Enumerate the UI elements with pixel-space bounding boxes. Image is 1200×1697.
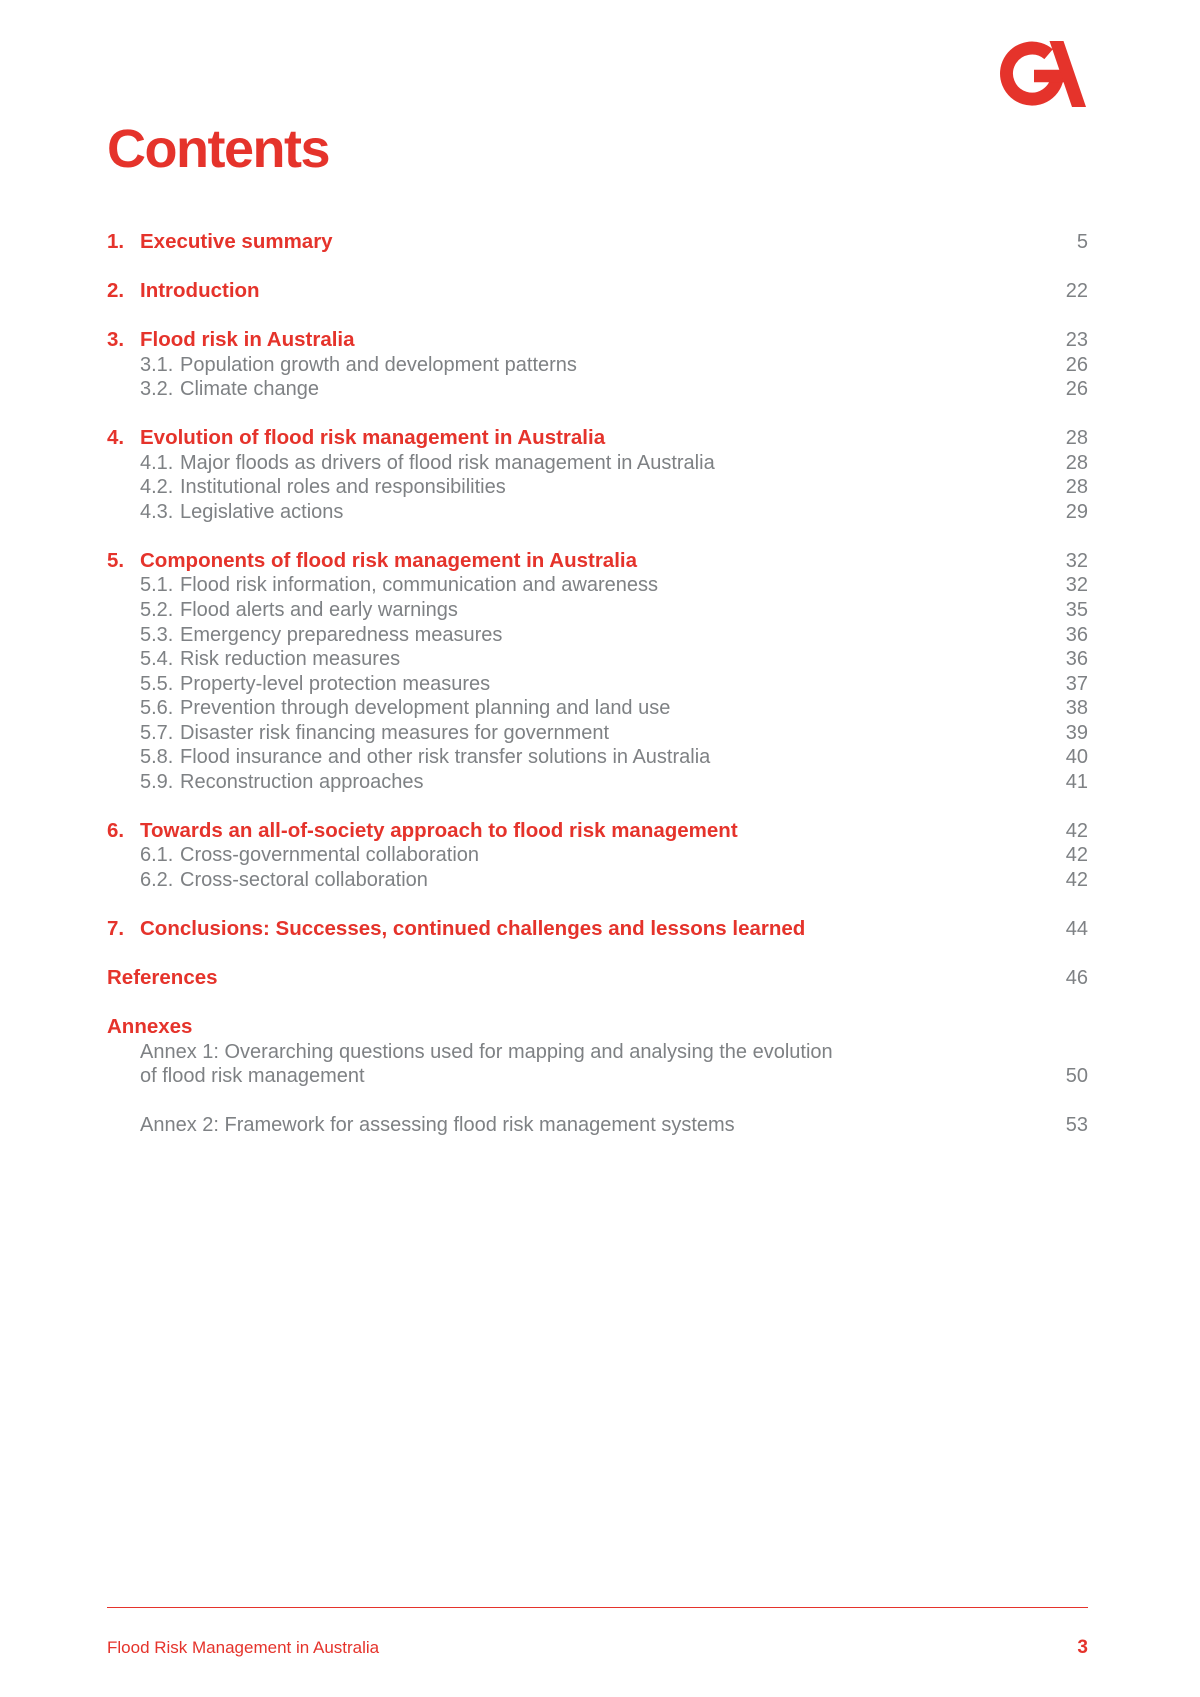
toc-subsection-row[interactable] xyxy=(107,573,1088,598)
toc-subsection-row[interactable] xyxy=(107,353,1088,378)
toc-section-row[interactable] xyxy=(107,328,1088,353)
toc-subsection-row[interactable] xyxy=(107,770,1088,795)
toc-entry-title: Executive summary xyxy=(140,230,333,253)
footer-page-number: 3 xyxy=(1077,1637,1088,1658)
toc-entry-page: 36 xyxy=(1065,623,1088,646)
toc-entry-page: 32 xyxy=(1065,574,1088,597)
toc-entry-page: 28 xyxy=(1065,476,1088,499)
toc-section-block xyxy=(107,328,1088,402)
toc-entry-title: Components of flood risk management in Australia xyxy=(140,548,637,572)
toc-section-row[interactable] xyxy=(107,426,1088,451)
toc-entry-title: Legislative actions xyxy=(180,500,344,523)
toc-entry-page: 28 xyxy=(1065,427,1088,450)
toc-subsection-row[interactable] xyxy=(107,475,1088,500)
company-monogram-logo-icon xyxy=(1000,41,1086,107)
toc-entry-title: Introduction xyxy=(140,279,260,303)
toc-entry-page: 37 xyxy=(1065,672,1088,695)
toc-entry-title: Population growth and development patterns xyxy=(180,353,577,376)
toc-entry-number: 6. xyxy=(107,818,125,842)
toc-entry-title: Conclusions: Successes, continued challenges and lessons learned xyxy=(140,917,806,941)
toc-entry-title: Reconstruction approaches xyxy=(180,770,424,793)
toc-entry-number: 3.1. xyxy=(140,353,174,376)
toc-annex-title xyxy=(140,1113,735,1138)
toc-annex-title-line: Annex 1: Overarching questions used for mapping and analysing the evolution xyxy=(140,1040,833,1063)
toc-entry-number: 5.4. xyxy=(140,648,174,671)
toc-entry-title: Cross-governmental collaboration xyxy=(180,844,480,867)
toc-subsection-row[interactable] xyxy=(107,598,1088,623)
toc-subsection-row[interactable] xyxy=(107,843,1088,868)
toc-entry-title: Risk reduction measures xyxy=(180,648,401,671)
toc-entry-page: 35 xyxy=(1065,599,1088,622)
toc-entry-page: 42 xyxy=(1065,844,1088,867)
toc-subsection-row[interactable] xyxy=(107,672,1088,697)
toc-entry-title: Major floods as drivers of flood risk management in Australia xyxy=(180,451,715,474)
toc-entry-page: 23 xyxy=(1065,329,1088,352)
toc-entry-title: Institutional roles and responsibilities xyxy=(180,476,506,499)
toc-entry-page: 38 xyxy=(1065,697,1088,720)
toc-subsection-row[interactable] xyxy=(107,377,1088,402)
toc-entry-number: 5.6. xyxy=(140,697,174,720)
toc-entry-page: 42 xyxy=(1065,819,1088,842)
toc-entry-number: 6.1. xyxy=(140,844,174,867)
toc-extra-block xyxy=(107,1015,1088,1138)
toc-entry-number: 5.2. xyxy=(140,599,174,622)
toc-entry-number: 5.7. xyxy=(140,721,174,744)
toc-section-block xyxy=(107,426,1088,524)
toc-entry-number: 4.1. xyxy=(140,451,174,474)
toc-entry-number: 1. xyxy=(107,230,125,253)
toc-entry-number: 4.2. xyxy=(140,476,174,499)
toc-section-block xyxy=(107,917,1088,942)
toc-entry-title: Property-level protection measures xyxy=(180,672,491,695)
toc-entry-title: Flood risk in Australia xyxy=(140,328,355,352)
page-title: Contents xyxy=(107,119,329,179)
toc-entry-title: Disaster risk financing measures for government xyxy=(180,721,610,744)
toc-subsection-row[interactable] xyxy=(107,721,1088,746)
toc-entry-title: Flood insurance and other risk transfer solutions in Australia xyxy=(180,746,711,769)
toc-section-row[interactable] xyxy=(107,279,1088,304)
toc-entry-page: 50 xyxy=(1065,1065,1088,1088)
toc-extra-heading-row[interactable] xyxy=(107,1015,1088,1040)
toc-entry-number: 3. xyxy=(107,328,125,352)
toc-entry-page: 42 xyxy=(1065,868,1088,891)
toc-entry-number: 7. xyxy=(107,917,125,941)
toc-subsection-row[interactable] xyxy=(107,745,1088,770)
toc-entry-title: Emergency preparedness measures xyxy=(180,623,503,646)
toc-entry-number: 5.5. xyxy=(140,672,174,695)
toc-section-block xyxy=(107,549,1088,794)
toc-entry-page: 41 xyxy=(1065,770,1088,793)
toc-extra-heading-row[interactable] xyxy=(107,966,1088,991)
toc-entry-number: 5. xyxy=(107,548,125,572)
toc-entry-title: Towards an all-of-society approach to flood risk management xyxy=(140,818,738,842)
toc-entry-page: 26 xyxy=(1065,378,1088,401)
toc-entry-number: 2. xyxy=(107,279,125,303)
toc-section-block xyxy=(107,279,1088,304)
toc-entry-title: Climate change xyxy=(180,378,319,401)
toc-entry-title: Flood alerts and early warnings xyxy=(180,599,458,622)
toc-section-row[interactable] xyxy=(107,549,1088,574)
toc-subsection-row[interactable] xyxy=(107,868,1088,893)
toc-entry-page: 36 xyxy=(1065,648,1088,671)
toc-subsection-row[interactable] xyxy=(107,696,1088,721)
toc-section-block xyxy=(107,230,1088,255)
toc-entry-number: 6.2. xyxy=(140,868,174,891)
toc-entry-page: 5 xyxy=(1076,231,1088,253)
toc-entry-page: 39 xyxy=(1065,721,1088,744)
toc-annex-title xyxy=(140,1040,833,1089)
toc-entry-page: 53 xyxy=(1065,1114,1088,1137)
toc-entry-number: 4. xyxy=(107,426,125,450)
toc-subsection-row[interactable] xyxy=(107,647,1088,672)
toc-annex-row[interactable] xyxy=(107,1040,1088,1089)
toc-annex-title-line: Annex 2: Framework for assessing flood risk management systems xyxy=(140,1114,735,1137)
toc-entry-title: Flood risk information, communication and awareness xyxy=(180,574,658,597)
page-footer xyxy=(107,1607,1088,1659)
toc-entry-title: References xyxy=(107,966,218,990)
footer-document-title: Flood Risk Management in Australia xyxy=(107,1638,380,1657)
toc-entry-title: Annexes xyxy=(107,1015,193,1039)
toc-subsection-row[interactable] xyxy=(107,451,1088,476)
toc-annex-row[interactable] xyxy=(107,1113,1088,1138)
toc-entry-number: 5.9. xyxy=(140,770,174,793)
toc-entry-page: 29 xyxy=(1065,500,1088,523)
toc-section-block xyxy=(107,819,1088,893)
toc-entry-number: 4.3. xyxy=(140,500,174,523)
toc-entry-page: 40 xyxy=(1065,746,1088,769)
toc-subsection-row[interactable] xyxy=(107,623,1088,648)
toc-entry-title: Evolution of flood risk management in Australia xyxy=(140,426,606,450)
toc-annex-title-line: of flood risk management xyxy=(140,1065,365,1088)
toc-entry-page: 22 xyxy=(1065,280,1088,303)
toc-entry-number: 5.3. xyxy=(140,623,174,646)
toc-entry-title: Cross-sectoral collaboration xyxy=(180,868,428,891)
toc-extra-block xyxy=(107,966,1088,991)
toc-entry-number: 3.2. xyxy=(140,378,174,401)
toc-entry-page: 46 xyxy=(1065,967,1088,990)
toc-entry-page: 32 xyxy=(1065,549,1088,572)
toc-entry-page: 26 xyxy=(1065,353,1088,376)
toc-entry-title: Prevention through development planning and land use xyxy=(180,697,671,720)
toc-subsection-row[interactable] xyxy=(107,500,1088,525)
toc-entry-number: 5.1. xyxy=(140,574,174,597)
toc-entry-number: 5.8. xyxy=(140,746,174,769)
toc-entry-page: 44 xyxy=(1065,918,1088,941)
table-of-contents xyxy=(107,230,1088,1162)
toc-section-row[interactable] xyxy=(107,917,1088,942)
toc-section-row[interactable] xyxy=(107,819,1088,844)
toc-entry-page: 28 xyxy=(1065,451,1088,474)
toc-section-row[interactable] xyxy=(107,230,1088,255)
